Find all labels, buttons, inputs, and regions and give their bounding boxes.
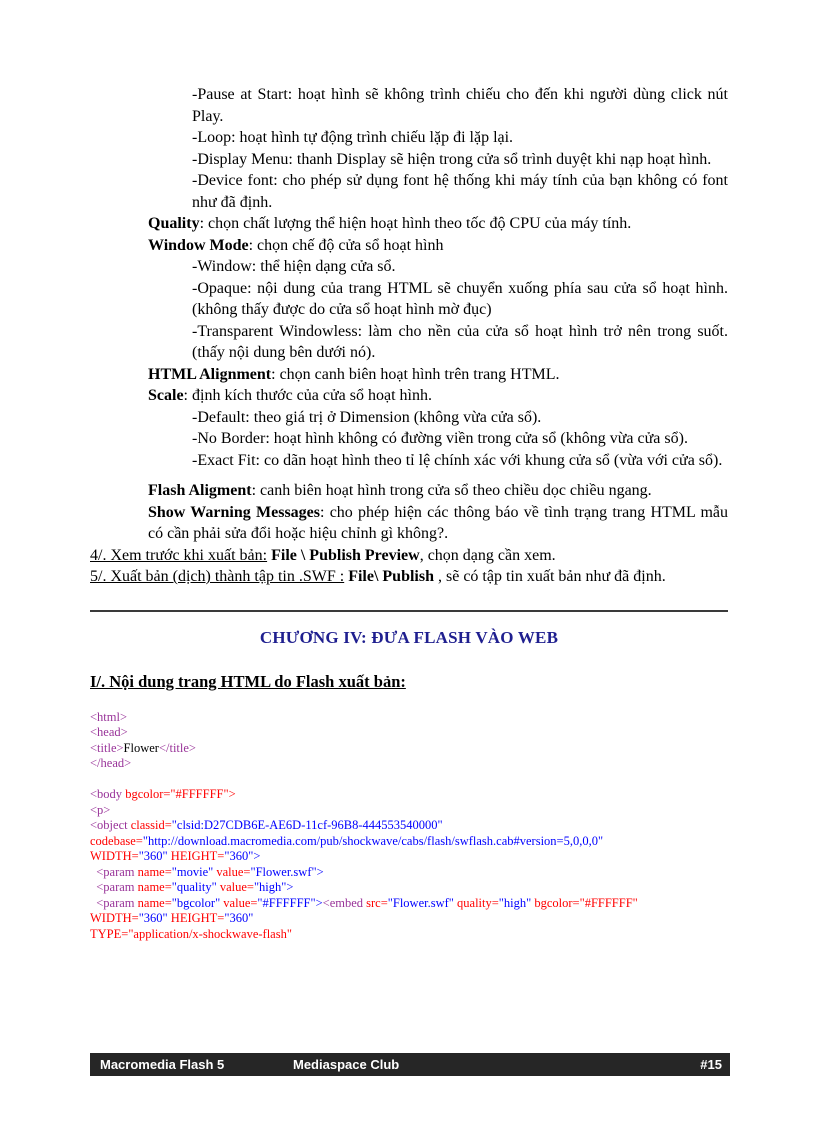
code-line (90, 880, 728, 896)
code-segment: <p> (90, 802, 111, 817)
paragraph (192, 278, 728, 321)
code-segment: name= (137, 864, 172, 879)
text-run: -Device font: cho phép sử dụng font hệ thống khi máy tính của bạn không có font như đã định. (192, 172, 728, 211)
code-segment: quality= (457, 895, 499, 910)
text-run: -No Border: hoạt hình không có đường viền trong cửa sổ (không vừa cửa sổ). (192, 430, 688, 447)
paragraph (192, 321, 728, 364)
footer-product-label: Macromedia Flash 5 (100, 1057, 225, 1072)
paragraph (192, 256, 728, 278)
text-run: , chọn dạng cần xem. (419, 546, 556, 564)
code-line (90, 849, 728, 865)
text-run: : chọn chế độ cửa sổ hoạt hình (248, 236, 444, 254)
code-segment: "360" (224, 911, 254, 925)
paragraph (192, 84, 728, 127)
paragraph (192, 428, 728, 450)
code-segment: <embed (322, 895, 367, 910)
code-segment: "bgcolor" (171, 895, 221, 910)
code-segment: name= (137, 895, 172, 910)
code-segment: "#FFFFFF" (579, 895, 638, 910)
code-segment: "360" (224, 849, 254, 863)
text-run: -Exact Fit: co dãn hoạt hình theo tỉ lệ chính xác với khung cửa sổ (vừa với cửa sổ). (192, 451, 723, 469)
code-segment: > (315, 895, 323, 910)
text-run: : canh biên hoạt hình trong cửa sổ theo chiều dọc chiều ngang. (251, 482, 652, 499)
text-run: -Transparent Windowless: làm cho nền của cửa sổ hoạt hình trở nên trong suốt. (thấy nội dung bên dưới nó). (192, 322, 728, 361)
text-run: File\ Publish (348, 568, 434, 585)
code-segment: "#FFFFFF"> (170, 787, 236, 801)
code-segment: WIDTH= (90, 849, 139, 863)
code-segment: </title> (158, 740, 196, 755)
code-segment: bgcolor= (534, 895, 580, 910)
code-segment: "application/x-shockwave-flash" (128, 926, 292, 941)
code-segment: "high" (498, 895, 532, 910)
section-heading: I/. Nội dung trang HTML do Flash xuất bản: (90, 671, 406, 691)
code-segment: </head> (90, 756, 132, 770)
code-line (90, 710, 728, 726)
code-segment: HEIGHT= (170, 849, 225, 863)
code-segment: WIDTH= (90, 911, 139, 925)
text-run: 5/. Xuất bản (dịch) thành tập tin .SWF : (90, 568, 345, 585)
text-run: : cho phép hiện các thông báo về tình trạng trang HTML mẫu có cần phải sửa đổi hoặc hiệu chỉnh gì không?. (148, 503, 728, 542)
code-segment: <param (96, 864, 138, 879)
code-line (90, 756, 728, 772)
page-content (90, 84, 728, 942)
text-run: File \ Publish Preview (271, 546, 420, 564)
text-run: HTML Alignment (148, 365, 272, 383)
code-segment: HEIGHT= (170, 911, 225, 925)
code-segment: "clsid:D27CDB6E-AE6D-11cf-96B8-444553540000" (171, 818, 443, 832)
code-line (90, 772, 728, 788)
footer-bar (90, 1053, 730, 1076)
code-segment: "quality" (171, 880, 217, 894)
code-line (90, 896, 728, 912)
text-run: -Loop: hoạt hình tự động trình chiếu lặp đi lặp lại. (192, 129, 514, 146)
paragraph (192, 407, 728, 429)
code-segment: "Flower.swf" (250, 864, 317, 879)
code-segment: src= (366, 895, 388, 910)
code-segment: <param (96, 895, 138, 910)
code-segment: value= (223, 895, 258, 910)
code-segment: <object (90, 818, 131, 832)
code-line (90, 834, 728, 850)
code-segment: name= (137, 880, 172, 894)
paragraph (192, 127, 728, 149)
code-line (90, 803, 728, 819)
paragraph (90, 566, 728, 588)
paragraphs (90, 84, 728, 588)
code-segment: bgcolor= (125, 787, 171, 801)
code-segment: "360" (138, 911, 168, 925)
text-run: 4/. Xem trước khi xuất bản: (90, 546, 268, 564)
code-segment: "Flower.swf" (387, 895, 454, 910)
code-segment: value= (216, 864, 251, 879)
paragraph (90, 545, 728, 567)
text-run: Window Mode (148, 236, 249, 254)
text-run: Flash Aligment (148, 482, 252, 499)
text-run: Quality (148, 215, 200, 232)
code-block (90, 710, 728, 943)
text-run: -Pause at Start: hoạt hình sẽ không trình chiếu cho đến khi người dùng click nút Play. (192, 86, 728, 125)
text-run: : định kích thước của cửa sổ hoạt hình. (183, 387, 432, 404)
chapter-title: CHƯƠNG IV: ĐƯA FLASH VÀO WEB (259, 627, 559, 647)
code-line (90, 741, 728, 757)
footer-page-number: #15 (700, 1057, 722, 1072)
code-line (90, 787, 728, 803)
code-line (90, 818, 728, 834)
text-run: Show Warning Messages (148, 503, 320, 521)
code-segment: "#FFFFFF" (257, 895, 316, 910)
code-segment: > (316, 864, 324, 879)
code-segment: "http://download.macromedia.com/pub/shockwave/cabs/flash/swflash.cab#version=5,0,0,0" (142, 833, 604, 848)
paragraph (148, 480, 728, 502)
section-divider (90, 610, 728, 612)
paragraph (192, 170, 728, 213)
code-segment: <body (90, 787, 126, 801)
footer-club-label: Mediaspace Club (293, 1057, 400, 1072)
text-run: -Default: theo giá trị ở Dimension (không vừa cửa sổ). (192, 408, 542, 426)
text-run: -Opaque: nội dung của trang HTML sẽ chuyển xuống phía sau cửa sổ hoạt hình. (không thấy được do cửa sổ hoạt hình mờ đục) (192, 279, 728, 318)
text-run: -Display Menu: thanh Display sẽ hiện trong cửa sổ trình duyệt khi nạp hoạt hình. (192, 150, 712, 168)
paragraph (148, 385, 728, 407)
code-segment: classid= (130, 818, 172, 832)
code-line (90, 865, 728, 881)
code-segment: > (286, 880, 294, 894)
paragraph (192, 450, 728, 472)
code-segment: TYPE= (90, 926, 129, 941)
code-line (90, 927, 728, 943)
code-line (90, 911, 728, 927)
code-segment: "360" (138, 849, 168, 863)
paragraph (148, 502, 728, 545)
text-run: , sẽ có tập tin xuất bản như đã định. (433, 568, 666, 585)
paragraph (148, 235, 728, 257)
paragraph (148, 213, 728, 235)
text-run: : chọn canh biên hoạt hình trên trang HTML. (271, 365, 560, 383)
code-segment: <title> (90, 740, 124, 755)
code-segment: "movie" (171, 864, 214, 879)
code-segment: codebase= (90, 833, 143, 848)
code-segment: <head> (90, 725, 128, 739)
paragraph (148, 364, 728, 386)
code-segment: value= (219, 880, 254, 894)
text-run: Scale (148, 387, 184, 404)
code-segment: Flower (123, 740, 159, 755)
text-run: : chọn chất lượng thể hiện hoạt hình theo tốc độ CPU của máy tính. (199, 215, 632, 232)
code-segment: <html> (90, 709, 128, 724)
text-run: -Window: thể hiện dạng cửa sổ. (192, 258, 396, 275)
code-segment: > (253, 849, 261, 863)
paragraph (192, 149, 728, 171)
code-line (90, 725, 728, 741)
code-segment: "high" (253, 880, 287, 894)
code-segment: <param (96, 880, 138, 894)
